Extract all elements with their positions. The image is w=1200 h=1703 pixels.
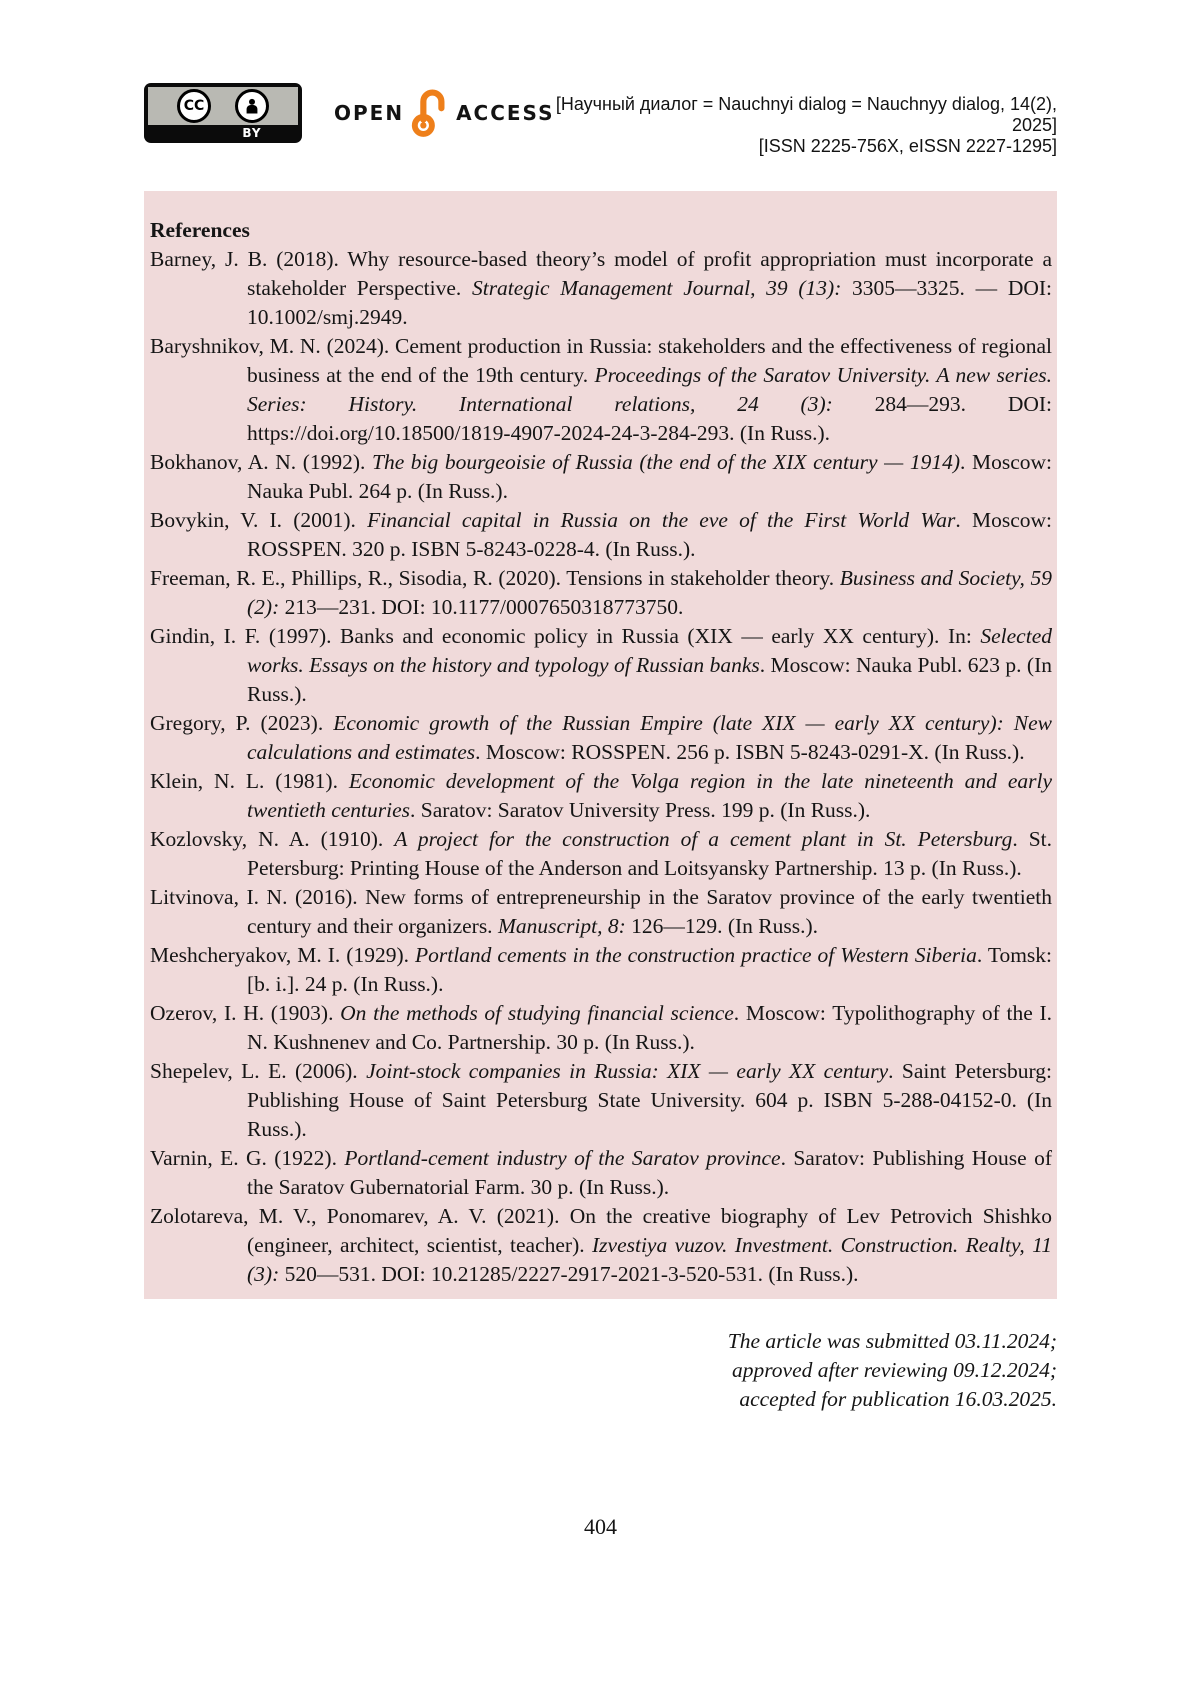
open-lock-icon <box>411 86 449 140</box>
reference-text: Ozerov, I. H. (1903). <box>150 1001 341 1025</box>
approved-date-line: approved after reviewing 09.12.2024; <box>731 1358 1057 1382</box>
reference-entry <box>150 1057 1052 1144</box>
cc-badge-icons <box>148 87 298 125</box>
open-access-access-label: ACCESS <box>456 101 555 125</box>
reference-entry <box>150 1144 1052 1202</box>
reference-text: 3305—3325. — DOI: 10.1002/smj.2949. <box>247 276 1053 329</box>
accepted-date-line: accepted for publication 16.03.2025. <box>739 1387 1057 1411</box>
submitted-date-line: The article was submitted 03.11.2024; <box>727 1329 1057 1353</box>
reference-entry <box>150 1202 1052 1289</box>
references-heading: References <box>150 218 250 242</box>
reference-text: Zolotareva, M. V., Ponomarev, A. V. (2021). On the creative biography of Lev Petrovich Shishko (engineer, architect, scientist, teacher). <box>150 1204 1052 1257</box>
reference-text: Barney, J. B. (2018). Why resource-based theory’s model of profit appropriation must incorporate a stakeholder Perspective. <box>150 247 1052 300</box>
cc-by-badge <box>144 83 302 143</box>
reference-text: . Moscow: ROSSPEN. 320 p. ISBN 5-8243-0228-4. (In Russ.). <box>247 508 1052 561</box>
reference-entry <box>150 506 1052 564</box>
reference-source-italic: Business and Society, 59 (2): <box>247 566 1053 619</box>
reference-entry <box>150 825 1052 883</box>
reference-text: 126—129. (In Russ.). <box>625 914 819 938</box>
reference-source-italic: Joint-stock companies in Russia: XIX — early XX century <box>366 1059 889 1083</box>
references-block <box>144 191 1057 1299</box>
reference-text: 520—531. DOI: 10.21285/2227-2917-2021-3-520-531. (In Russ.). <box>279 1262 859 1286</box>
reference-text: Gregory, P. (2023). <box>150 711 334 735</box>
reference-text: . Saratov: Publishing House of the Saratov Gubernatorial Farm. 30 p. (In Russ.). <box>247 1146 1052 1199</box>
submission-notes <box>144 1327 1057 1414</box>
journal-identification <box>554 83 1057 157</box>
reference-source-italic: Economic growth of the Russian Empire (late XIX — early XX century): New calculations and estimates <box>247 711 1052 764</box>
reference-text: Shepelev, L. E. (2006). <box>150 1059 367 1083</box>
reference-source-italic: Selected works. Essays on the history and typology of Russian banks <box>247 624 1052 677</box>
reference-text: Kozlovsky, N. A. (1910). <box>150 827 395 851</box>
reference-text: Baryshnikov, M. N. (2024). Cement production in Russia: stakeholders and the effectiveness of regional business at the end of the 19th century. <box>150 334 1052 387</box>
reference-entry <box>150 767 1052 825</box>
reference-source-italic: The big bourgeoisie of Russia (the end of the XIX century — 1914) <box>371 450 961 474</box>
reference-entry <box>150 332 1052 448</box>
reference-text: Litvinova, I. N. (2016). New forms of entrepreneurship in the Saratov province of the early twentieth century and their organizers. <box>150 885 1052 938</box>
journal-issn-line: [ISSN 2225-756X, eISSN 2227-1295] <box>758 136 1057 156</box>
reference-entry <box>150 245 1052 332</box>
open-access-logo <box>334 86 554 140</box>
reference-text: . Moscow: ROSSPEN. 256 p. ISBN 5-8243-0291-X. (In Russ.). <box>475 740 1025 764</box>
reference-text: 284—293. DOI: https://doi.org/10.18500/1819-4907-2024-24-3-284-293. (In Russ.). <box>247 392 1053 445</box>
reference-entry <box>150 999 1052 1057</box>
reference-text: . Tomsk: [b. i.]. 24 p. (In Russ.). <box>247 943 1053 996</box>
reference-entry <box>150 564 1052 622</box>
license-logos <box>144 83 554 143</box>
cc-by-label: BY <box>242 126 262 140</box>
reference-text: 213—231. DOI: 10.1177/0007650318773750. <box>279 595 684 619</box>
cc-icon <box>177 89 211 123</box>
reference-text: Freeman, R. E., Phillips, R., Sisodia, R. (2020). Tensions in stakeholder theory. <box>150 566 840 590</box>
reference-entry <box>150 448 1052 506</box>
reference-entry <box>150 941 1052 999</box>
open-access-open-label: OPEN <box>334 101 405 125</box>
reference-text: Gindin, I. F. (1997). Banks and economic policy in Russia (XIX — early XX century). In: <box>150 624 981 648</box>
reference-source-italic: Financial capital in Russia on the eve of the First World War <box>367 508 956 532</box>
reference-list <box>150 245 1052 1289</box>
reference-source-italic: Proceedings of the Saratov University. A new series. Series: History. International relations, 24 (3): <box>247 363 1052 416</box>
reference-text: . Moscow: Typolithography of the I. N. Kushnenev and Co. Partnership. 30 p. (In Russ.). <box>247 1001 1052 1054</box>
reference-source-italic: On the methods of studying financial science <box>340 1001 734 1025</box>
reference-entry <box>150 709 1052 767</box>
cc-icon-label: CC <box>183 98 205 114</box>
page-header <box>144 83 1057 157</box>
reference-source-italic: Economic development of the Volga region in the late nineteenth and early twentieth centuries <box>247 769 1052 822</box>
reference-text: Klein, N. L. (1981). <box>150 769 349 793</box>
reference-text: . Saint Petersburg: Publishing House of Saint Petersburg State University. 604 p. ISBN 5-288-04152-0. (In Russ.). <box>247 1059 1053 1141</box>
reference-text: . Saratov: Saratov University Press. 199 p. (In Russ.). <box>410 798 871 822</box>
page-number: 404 <box>584 1514 617 1539</box>
reference-text: Bokhanov, A. N. (1992). <box>150 450 372 474</box>
journal-title-line: [Научный диалог = Nauchnyi dialog = Nauchnyy dialog, 14(2), 2025] <box>555 94 1057 135</box>
attribution-person-icon <box>235 89 269 123</box>
reference-text: . Moscow: Nauka Publ. 264 p. (In Russ.). <box>247 450 1052 503</box>
reference-entry <box>150 622 1052 709</box>
reference-source-italic: Strategic Management Journal, 39 (13): <box>471 276 842 300</box>
reference-text: Varnin, E. G. (1922). <box>150 1146 345 1170</box>
person-icon <box>242 96 262 116</box>
reference-text: . Moscow: Nauka Publ. 623 p. (In Russ.). <box>247 653 1053 706</box>
reference-text: . St. Petersburg: Printing House of the Anderson and Loitsyansky Partnership. 13 p. (In Russ.). <box>247 827 1052 880</box>
reference-source-italic: Portland cements in the construction practice of Western Siberia <box>414 943 977 967</box>
reference-text: Bovykin, V. I. (2001). <box>150 508 368 532</box>
reference-source-italic: Manuscript, 8: <box>497 914 626 938</box>
reference-source-italic: A project for the construction of a cement plant in St. Petersburg <box>394 827 1013 851</box>
reference-source-italic: Izvestiya vuzov. Investment. Construction. Realty, 11 (3): <box>247 1233 1052 1286</box>
reference-text: Meshcheryakov, M. I. (1929). <box>150 943 415 967</box>
reference-source-italic: Portland-cement industry of the Saratov province <box>344 1146 781 1170</box>
reference-entry <box>150 883 1052 941</box>
